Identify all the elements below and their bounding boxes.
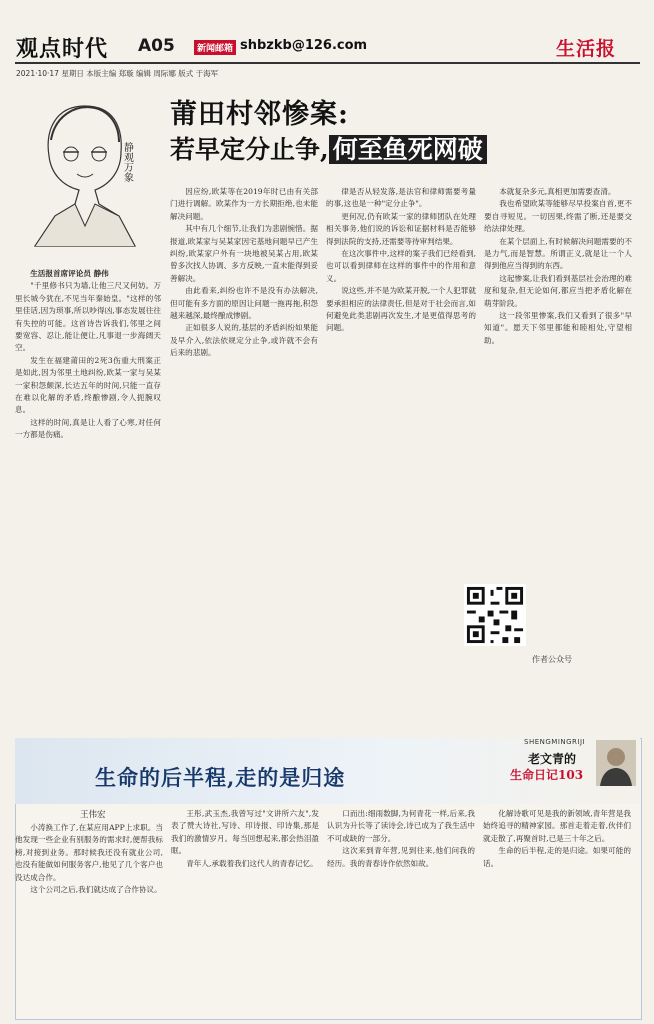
article-column-2	[170, 186, 318, 698]
column-name-line-2: 生命日记103	[510, 768, 584, 782]
headline-line-2	[170, 130, 487, 166]
headline-line-2-highlight: 何至鱼死网破	[329, 135, 487, 164]
paragraph: 这起惨案,让我们看到基层社会治理的难度和复杂,但无论如何,都应当把矛盾化解在萌芽阶段。	[484, 273, 632, 308]
email-link[interactable]: shbzkb@126.com	[240, 38, 368, 53]
qr-caption: 作者公众号	[532, 655, 572, 664]
article-column-1	[15, 268, 161, 698]
lower-headline: 生命的后半程,走的是归途	[95, 765, 346, 790]
byline: 生活报首席评论员 静伟	[30, 269, 109, 278]
paragraph: 青年人,承载着我们这代人的青春记忆。	[186, 858, 318, 868]
paragraph: 这次来到青年营,见到往来,他们问我的经历。我的青春诗作依然如故。	[327, 846, 475, 868]
qr-code-icon[interactable]	[464, 584, 526, 646]
lower-column-4	[483, 808, 631, 1018]
paragraph: 在这次事件中,这样的案子我们已经看到,也可以看到律师在这样的事件中的作用和意义。	[326, 249, 476, 283]
page-number: A05	[138, 36, 175, 56]
paragraph: 因应纷,欧某等在2019年时已由有关部门进行调解。欧某作为一方长期拒绝,也未能解决问题。	[170, 187, 318, 221]
paragraph: 说这些,并不是为欧某开脱,一个人犯罪就要承担相应的法律责任,但是对于社会而言,如何避免此类悲剧再次发生,才是更值得思考的问题。	[326, 286, 476, 333]
paragraph: 我也希望欧某等能够尽早投案自首,更不要自寻短见。一切因果,终需了断,还是要交给法律处理。	[484, 199, 632, 234]
paragraph: 律是否从轻发落,是法官和律师需要考量的事,这也是一种"定分止争"。	[326, 187, 476, 209]
paragraph: 发生在福建莆田的2死3伤重大刑案正是如此,因为邻里土地纠纷,欧某一家与吴某一家积怨颇深,长达五年的时间,只能一直存在难以化解的矛盾,终酿惨剧,令人扼腕叹息。	[15, 355, 161, 415]
paragraph: 这样的时间,真是让人看了心寒,对任何一方都是伤痛。	[15, 417, 161, 440]
paragraph: 王彤,武玉杰,我曾写过"文讲所六友",发表了赞大诗社,写诗、印诗报、印诗集,那是我们的激情岁月。每当回想起来,都会热泪盈眶。	[171, 809, 319, 856]
masthead-divider	[15, 62, 640, 64]
portrait-caption: 静观万象	[121, 142, 133, 182]
paragraph: 其中有几个细节,让我们为悲剧惋惜。据报道,欧某家与吴某家因宅基地问题早已产生纠纷,欧某家户外有一块地被吴某占用,欧某曾多次找人协调、多方反映,一直未能得到妥善解决。	[170, 224, 318, 283]
lower-column-3	[327, 808, 475, 1018]
headline-line-1: 莆田村邻惨案:	[170, 99, 349, 130]
lower-column-1	[15, 822, 163, 1018]
author-photo	[596, 740, 636, 786]
column-name-pinyin: SHENGMINGRIJI	[524, 738, 586, 746]
paragraph: 小涛换工作了,在某应用APP上求职。当他发现一些企业有别服务的需求时,便帮我标榜,对接到业务。那时候我还没有就业公司,也没有能做如何服务客户,他见了几个客户也没达成合作。	[15, 823, 163, 882]
paragraph: 在某个层面上,有时候解决问题需要的不是力气,而是智慧。所谓正义,就是让一个人得到他应当得到的东西。	[484, 236, 632, 271]
paragraph: 正如很多人说的,基层的矛盾纠纷如果能及早介入,依法依规定分止争,或许就不会有后来的悲剧。	[170, 323, 318, 358]
newspaper-logo: 生活报	[556, 38, 617, 60]
paragraph: 这一段邻里惨案,我们又看到了很多"早知道"。愿天下邻里都能和睦相处,守望相助。	[484, 311, 632, 345]
issue-meta: 2021·10·17 星期日 本版主编 郑璇 编辑 周际娜 版式 于海军	[16, 69, 219, 78]
paragraph: "千里修书只为墙,让他三尺又何妨。万里长城今犹在,不见当年秦始皇。"这样的邻里佳话,因为琐事,所以吵得凶,事态发展往往有失控的可能。这首诗告诉我们,邻里之间要宽容、忍让,能让便让,凡事退一步海阔天空。	[15, 281, 161, 353]
columnist-portrait-illustration	[15, 86, 155, 256]
paragraph: 本就复杂多元,真相更加需要查清。	[499, 187, 616, 196]
column-name-line-1: 老文青的	[528, 752, 577, 766]
headline-line-2-plain: 若早定分止争,	[170, 135, 329, 164]
paragraph: 这个公司之后,我们就达成了合作协议。	[30, 885, 162, 895]
section-title: 观点时代	[16, 37, 109, 62]
paragraph: 口而出:细雨数脚,为何青花一样,后来,我认识为升长等了读诗会,诗已成为了我生活中不可或缺的一部分。	[327, 809, 475, 843]
article-column-3	[326, 186, 476, 698]
news-email-badge: 新闻邮箱	[194, 40, 236, 55]
paragraph: 更何况,仍有欧某一家的律师团队在处理相关事务,他们说的诉讼和证据材料是否能够得到法院的支持,还需要等待审判结果。	[326, 211, 476, 246]
paragraph: 生命的后半程,走的是归途。如果可能的话。	[483, 846, 631, 868]
paragraph: 化解诗歌可见是我的新领域,青年营是我始终追寻的精神家园。那首走着走着,伙伴们就走散了,再聚首时,已是三十年之后。	[483, 809, 631, 843]
lower-column-2	[171, 808, 319, 1018]
lower-author: 王伟宏	[80, 810, 106, 820]
paragraph: 由此看来,纠纷也许不是没有办法解决,但可能有多方面的原因让问题一拖再拖,积怨越来越深,最终酿成惨剧。	[170, 286, 318, 321]
